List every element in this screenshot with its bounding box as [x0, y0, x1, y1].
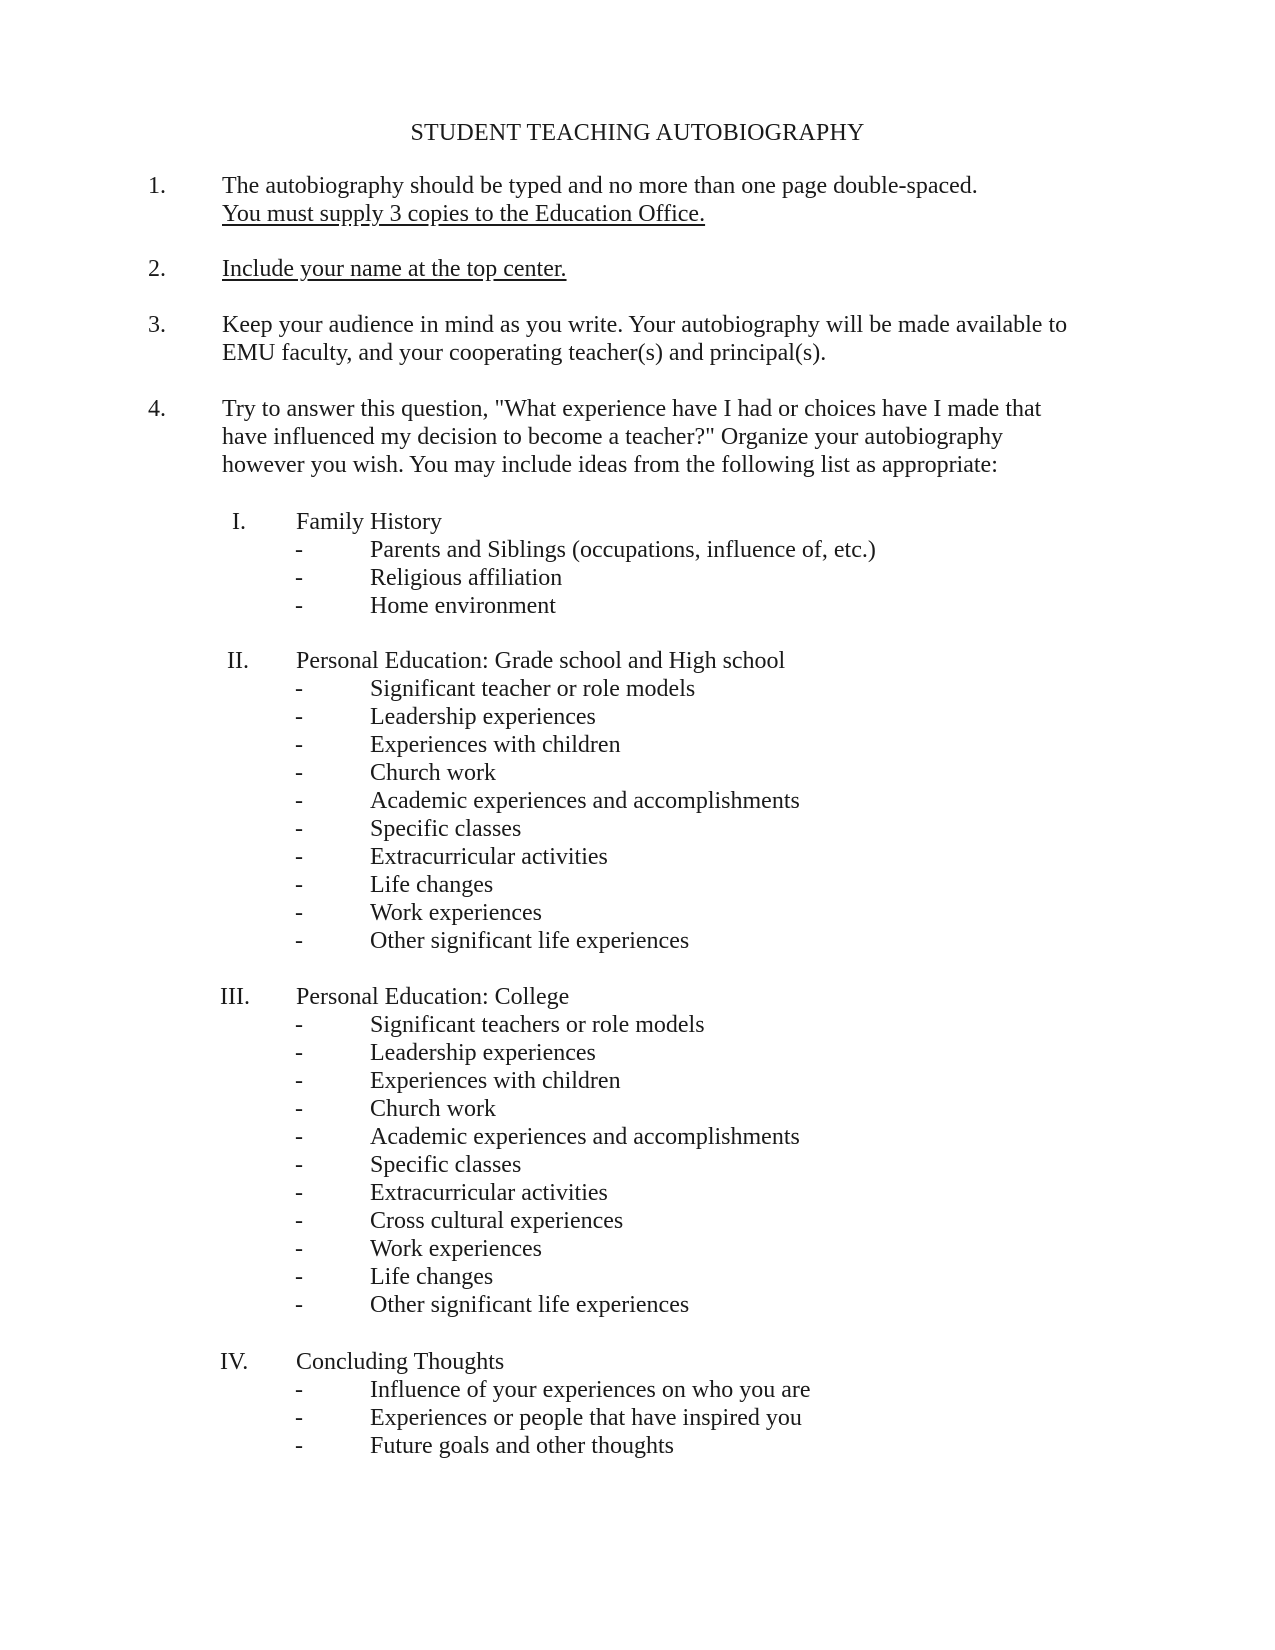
- instruction-line-underlined: You must supply 3 copies to the Education Office.: [222, 201, 706, 227]
- section-title: Family History: [296, 509, 443, 535]
- instruction-number: 3.: [148, 312, 166, 338]
- section-numeral: II.: [227, 648, 249, 674]
- list-item: - Cross cultural experiences: [295, 1208, 624, 1234]
- list-item: - Religious affiliation: [295, 565, 563, 591]
- list-item: - Work experiences: [295, 900, 542, 926]
- list-item: - Specific classes: [295, 816, 522, 842]
- list-item: - Experiences or people that have inspired you: [295, 1405, 802, 1431]
- instruction-line: EMU faculty, and your cooperating teacher(s) and principal(s).: [222, 340, 827, 366]
- list-item: - Life changes: [295, 872, 494, 898]
- list-item: - Extracurricular activities: [295, 1180, 608, 1206]
- list-item: - Future goals and other thoughts: [295, 1433, 674, 1459]
- instruction-line: The autobiography should be typed and no more than one page double-spaced.: [222, 173, 978, 199]
- instruction-number: 4.: [148, 396, 166, 422]
- list-item: - Leadership experiences: [295, 704, 596, 730]
- section-title: Personal Education: College: [296, 984, 570, 1010]
- list-item: - Academic experiences and accomplishments: [295, 788, 800, 814]
- instruction-line: Keep your audience in mind as you write. Your autobiography will be made available to: [222, 312, 1068, 338]
- list-item: - Church work: [295, 760, 496, 786]
- document-title: STUDENT TEACHING AUTOBIOGRAPHY: [410, 120, 865, 146]
- list-item: - Leadership experiences: [295, 1040, 596, 1066]
- section-title: Personal Education: Grade school and High school: [296, 648, 786, 674]
- instruction-number: 2.: [148, 256, 166, 282]
- instruction-line-underlined: Include your name at the top center.: [222, 256, 567, 282]
- list-item: - Life changes: [295, 1264, 494, 1290]
- instruction-line: however you wish. You may include ideas from the following list as appropriate:: [222, 452, 998, 478]
- section-title: Concluding Thoughts: [296, 1349, 505, 1375]
- instruction-text: [222, 255, 1122, 283]
- instruction-text: [222, 395, 1122, 479]
- list-item: - Significant teacher or role models: [295, 676, 696, 702]
- list-item: - Specific classes: [295, 1152, 522, 1178]
- section-numeral: IV.: [220, 1349, 249, 1375]
- list-item: - Influence of your experiences on who you are: [295, 1377, 811, 1403]
- instruction-number: 1.: [148, 173, 166, 199]
- list-item: - Significant teachers or role models: [295, 1012, 705, 1038]
- list-item: - Church work: [295, 1096, 496, 1122]
- list-item: - Parents and Siblings (occupations, influence of, etc.): [295, 537, 876, 563]
- section-numeral: III.: [220, 984, 250, 1010]
- list-item: - Other significant life experiences: [295, 1292, 690, 1318]
- list-item: - Experiences with children: [295, 1068, 621, 1094]
- instruction-text: [222, 311, 1122, 367]
- list-item: - Work experiences: [295, 1236, 542, 1262]
- instruction-line: Try to answer this question, "What experience have I had or choices have I made that: [222, 396, 1042, 422]
- section-numeral: I.: [232, 509, 246, 535]
- list-item: - Other significant life experiences: [295, 928, 690, 954]
- list-item: - Home environment: [295, 593, 556, 619]
- list-item: - Experiences with children: [295, 732, 621, 758]
- instruction-text: [222, 172, 1122, 228]
- instruction-line: have influenced my decision to become a teacher?" Organize your autobiography: [222, 424, 1004, 450]
- list-item: - Academic experiences and accomplishments: [295, 1124, 800, 1150]
- list-item: - Extracurricular activities: [295, 844, 608, 870]
